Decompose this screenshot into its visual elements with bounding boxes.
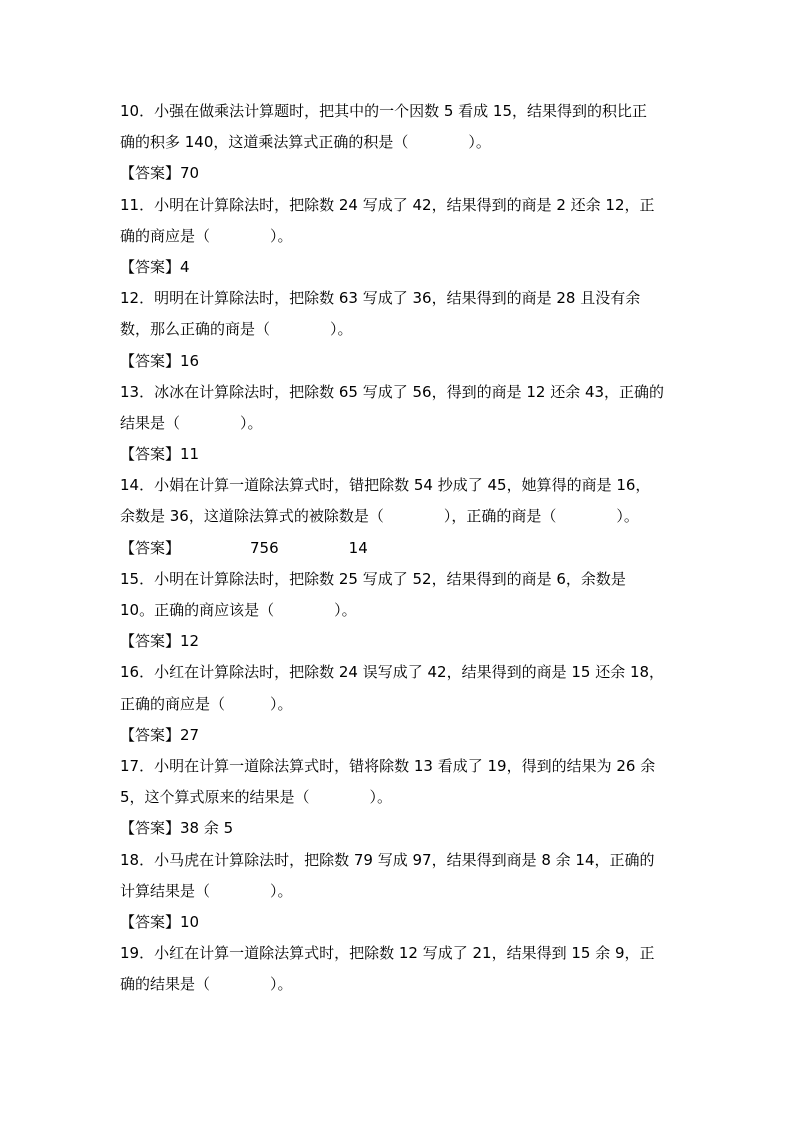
answer-13 xyxy=(120,439,680,470)
question-13-line-1: 13．冰冰在计算除法时，把除数 65 写成了 56，得到的商是 12 还余 43，正确的 xyxy=(120,382,665,401)
answer-tag: 【答案】 xyxy=(120,538,181,557)
answer-value: 4 xyxy=(180,257,190,276)
answer-11 xyxy=(120,252,680,283)
answer-tag: 【答案】 xyxy=(120,257,181,276)
answer-12 xyxy=(120,346,680,377)
answer-tag: 【答案】 xyxy=(120,819,181,838)
answer-16 xyxy=(120,720,680,751)
question-18-line-1: 18．小马虎在计算除法时，把除数 79 写成 97，结果得到商是 8 余 14，正确的 xyxy=(120,850,655,869)
question-14-line-2: 余数是 36，这道除法算式的被除数是（ ），正确的商是（ ）。 xyxy=(120,507,639,526)
question-13-line-2: 结果是（ ）。 xyxy=(120,413,263,432)
answer-value: 70 xyxy=(180,164,200,183)
answer-15 xyxy=(120,626,680,657)
question-16-line-1: 16．小红在计算除法时，把除数 24 误写成了 42，结果得到的商是 15 还余 18， xyxy=(120,663,665,682)
answer-tag: 【答案】 xyxy=(120,912,181,931)
question-17-line-1: 17．小明在计算一道除法算式时，错将除数 13 看成了 19，得到的结果为 26 余 xyxy=(120,756,656,775)
question-16-line-2: 正确的商应是（ ）。 xyxy=(120,694,293,713)
answer-tag: 【答案】 xyxy=(120,632,181,651)
answer-value-part-2: 14 xyxy=(348,538,368,557)
question-12-line-2: 数，那么正确的商是（ ）。 xyxy=(120,320,353,339)
answer-value: 12 xyxy=(180,632,200,651)
answer-14 xyxy=(120,533,680,564)
answer-value: 10 xyxy=(180,912,200,931)
question-19-line-1: 19．小红在计算一道除法算式时，把除数 12 写成了 21，结果得到 15 余 9，正 xyxy=(120,944,655,963)
question-11-line-2: 确的商应是（ ）。 xyxy=(120,226,293,245)
answer-value-part-1: 756 xyxy=(250,538,279,557)
answer-value: 38 余 5 xyxy=(180,819,234,838)
answer-tag: 【答案】 xyxy=(120,445,181,464)
question-14-line-1: 14．小娟在计算一道除法算式时，错把除数 54 抄成了 45，她算得的商是 16， xyxy=(120,476,651,495)
question-11-line-1: 11．小明在计算除法时，把除数 24 写成了 42，结果得到的商是 2 还余 12，正 xyxy=(120,195,655,214)
answer-tag: 【答案】 xyxy=(120,164,181,183)
question-15-line-1: 15．小明在计算除法时，把除数 25 写成了 52，结果得到的商是 6，余数是 xyxy=(120,569,626,588)
answer-17 xyxy=(120,813,680,844)
answer-value: 27 xyxy=(180,725,200,744)
question-19-line-2: 确的结果是（ ）。 xyxy=(120,975,293,994)
question-18-line-2: 计算结果是（ ）。 xyxy=(120,881,293,900)
question-10-line-2: 确的积多 140，这道乘法算式正确的积是（ ）。 xyxy=(120,133,491,152)
question-15-line-2: 10。正确的商应该是（ ）。 xyxy=(120,601,357,619)
answer-tag: 【答案】 xyxy=(120,351,181,370)
answer-18 xyxy=(120,907,680,938)
answer-value: 11 xyxy=(180,445,200,464)
question-12-line-1: 12．明明在计算除法时，把除数 63 写成了 36，结果得到的商是 28 且没有余 xyxy=(120,289,641,308)
answer-value: 16 xyxy=(180,351,200,370)
question-17-line-2: 5，这个算式原来的结果是（ ）。 xyxy=(120,788,393,807)
answer-10 xyxy=(120,158,680,189)
question-10-line-1: 10．小强在做乘法计算题时，把其中的一个因数 5 看成 15，结果得到的积比正 xyxy=(120,102,648,120)
answer-tag: 【答案】 xyxy=(120,725,181,744)
worksheet xyxy=(120,96,680,1000)
